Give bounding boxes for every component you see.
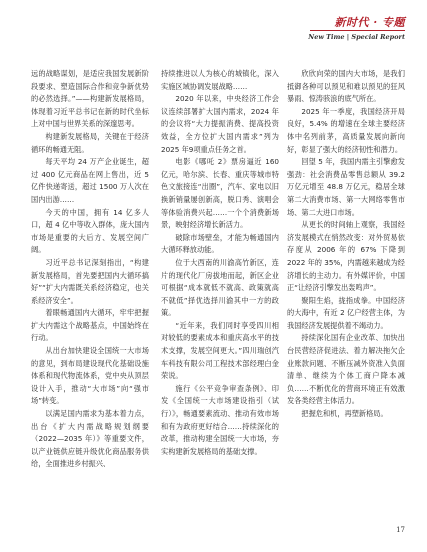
page-header: [0, 0, 427, 52]
paragraph: 把握危和机，再塑新格局。: [301, 409, 388, 419]
section-brand: 新时代 · 专题: [334, 16, 405, 29]
text-column-1: [31, 68, 149, 471]
paragraph: 2025 年一季度，我国经济开局良好，5.4% 的增速在全球主要经济体中名列前茅，高质量发展向新向好，彰显了强大的经济韧性和潜力。: [287, 106, 405, 154]
paragraph: 2020 年以来，中央经济工作会议连续部署扩大国内需求，2024 年的会议将“大力提振消费、提高投资效益，全方位扩大国内需求”列为 2025 年9项重点任务之首。: [161, 94, 279, 154]
paragraph: 以满足国内需求为基本着力点，出台《扩大内需战略规划纲要（2022—2035 年）》等重要文件，以产业链供应链升级优化商品服务供给，全面推进乡村振兴、: [31, 409, 149, 469]
paragraph: 电影《哪吒 2》票房逼近 160 亿元，哈尔滨、长春、重庆等城市特色文旅接连“出圈”，汽车、家电以旧换新销量屡创新高，脱口秀、演唱会等体验消费兴起……一个个消费新场景，映射经济增长新活力。: [161, 157, 279, 230]
page-number: 17: [396, 526, 405, 534]
paragraph: 聚阳生焰，拢指成拳。中国经济的大海中，有近 2 亿户经营主体，为我国经济发展提供着不竭动力。: [287, 295, 405, 330]
paragraph: 持续推进以人为核心的城镇化，深入实施区域协调发展战略……: [161, 69, 279, 91]
paragraph: 持续深化国有企业改革、加快出台民营经济促进法、着力解决拖欠企业账款问题、不断压减外资准入负面清单、继续为个体工商户降本减负……不断优化的营商环境正有效激发各类经营主体活力。: [287, 333, 405, 406]
paragraph: 从更长的时间轴上观察，我国经济发展模式在悄然改变：对外贸易依存度从 2006 年的 67% 下降到 2022 年的 35%，内需越来越成为经济增长的主动力。有外媒评价，中国正“让经济引擎发出轰鸣声”。: [287, 220, 405, 293]
paragraph: 今天的中国，拥有 14 亿多人口，超 4 亿中等收入群体，庞大国内市场是重要的大后方、发展空间广阔。: [31, 207, 149, 255]
text-column-2: [161, 68, 279, 458]
text-column-3: [287, 68, 405, 421]
paragraph: 从出台加快建设全国统一大市场的意见，到布局建设现代化基础设施体系和现代物流体系，党中央从顶层设计入手，推动“大市场”向“强市场”转变。: [31, 346, 149, 406]
paragraph: “近年来，我们同时享受四川相对较低的要素成本和重庆高水平的技术支撑，发展空间更大。”四川瑞创汽车科技有限公司工程技术部经理白金荣说。: [161, 320, 279, 381]
paragraph: 欣欣向荣的国内大市场，是我们抵御各种可以预见和难以预见的狂风暴雨、惊涛骇浪的底气所在。: [287, 69, 405, 104]
section-subtitle: New Time | Special Report: [308, 33, 405, 41]
paragraph: 位于大西南的川渝高竹新区，连片的现代化厂房拔地而起，新区企业可根据“成本就低不就高、政策就高不就低”择优选择川渝其中一方的政策。: [161, 257, 279, 318]
paragraph: 破除市场壁垒，才能为畅通国内大循环释放动能。: [161, 232, 279, 255]
paragraph: 习近平总书记深刻指出，“构建新发展格局，首先要把国内大循环搞好”“扩大内需既关系经济稳定，也关系经济安全”。: [31, 257, 149, 305]
paragraph: 回望 5 年，我国内需主引擎愈发强劲：社会消费品零售总额从 39.2 万亿元增至 48.8 万亿元，稳居全球第二大消费市场、第一大网络零售市场、第二大进口市场。: [287, 157, 405, 217]
paragraph: 每天平均 24 万产企业诞生，超过 400 亿元商品在网上售出，近 5 亿件快递寄送，超过 1500 万人次在国内出游……: [31, 157, 149, 204]
paragraph: 构建新发展格局，关键在于经济循环的畅通无阻。: [31, 131, 149, 154]
paragraph: 施行《公平竞争审查条例》、印发《全国统一大市场建设指引（试行）》，畅通要素流动、推动有效市场和有为政府更好结合……持续深化的改革，推动构建全国统一大市场，夯实构建新发展格局的基础支撑。: [161, 383, 279, 456]
paragraph: 远的战略谋划，是适应我国发展新阶段要求、塑造国际合作和竞争新优势的必然选择。”——构建新发展格局，体现着习近平总书记在新的时代坐标上对中国与世界关系的深邃思考。: [31, 69, 149, 129]
paragraph: 着眼畅通国内大循环，牢牢把握扩大内需这个战略基点，中国始终在行动。: [31, 308, 149, 343]
header-rule: [310, 30, 405, 31]
